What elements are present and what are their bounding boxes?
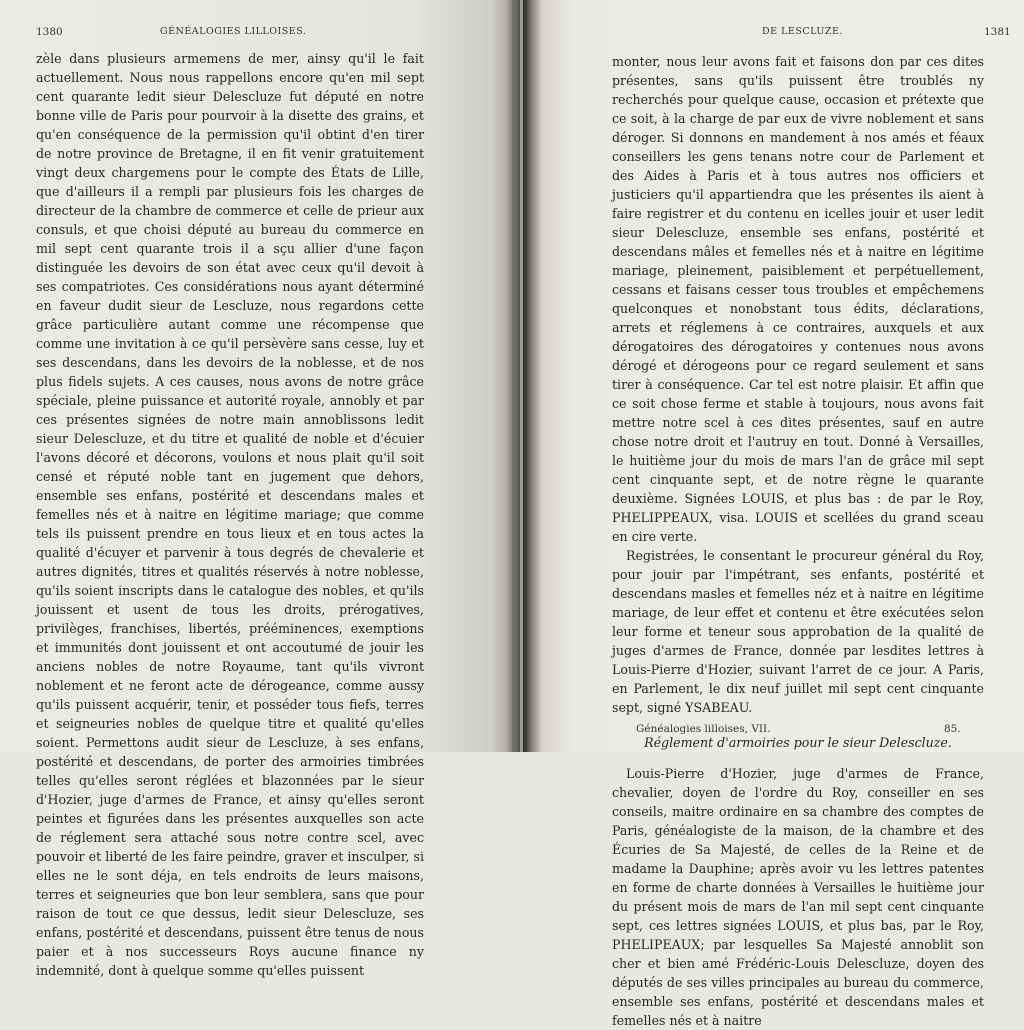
section-title: Réglement d'armoiries pour le sieur Delescluze. [644, 735, 952, 750]
right-paragraph-3: Louis-Pierre d'Hozier, juge d'armes de France, chevalier, doyen de l'ordre du Roy, conseiller en ses conseils, maitre ordinaire en sa chambre des comptes de Paris, généalogiste de la maison, de la chambre et des Écuries de Sa Majesté, de celles de la Reine et de madame la Dauphine; après avoir vu les lettres patentes en forme de charte données à Versailles le huitième jour du présent mois de mars de l'an mil sept cent cinquante sept, ces lettres signées LOUIS, et plus bas, par le Roy, PHELIPEAUX; par lesquelles Sa Majesté annoblit son cher et bien amé Frédéric-Louis Delescluze, doyen des députés de ses villes principales au bureau du commerce, ensemble ses enfans, postérité et descendans males et femelles nés et à naitre [612, 766, 984, 1028]
footer-title: Généalogies lilloises, VII. [636, 723, 771, 735]
right-page-number: 1381 [984, 26, 1011, 38]
book-gutter [506, 0, 542, 752]
right-running-head: DE LESCLUZE. [762, 26, 843, 37]
left-page [0, 0, 512, 978]
right-paragraph-1: monter, nous leur avons fait et faisons don par ces dites présentes, sans qu'ils puissent être troublés ny recherchés pour quelque cause, occasion et prétexte que ce soit, à la charge de par eux de vivre noblement et sans déroger. Si donnons en mandement à nos amés et féaux conseillers les gens tenans notre cour de Parlement et des Aides à Paris et à tous autres nos officiers et justiciers qu'il appartiendra que les présentes ils aient à faire registrer et du contenu en icelles jouir et user ledit sieur Delescluze, ensemble ses enfans, postérité et descendans mâles et femelles nés et à naitre en légitime mariage, pleinement, paisiblement et perpétuellement, cessans et faisans cesser tous troubles et empêchemens quelconques et nonobstant tous édits, déclarations, arrets et réglemens à ce contraires, auxquels et aux dérogatoires des dérogatoires y contenues nous avons dérogé et dérogeons pour ce regard seulement et sans tirer à conséquence. Car tel est notre plaisir. Et affin que ce soit chose ferme et stable à toujours, nous avons fait mettre notre scel à ces dites présentes, sauf en autre chose notre droit et l'autruy en tout. Donné à Versailles, le huitième jour du mois de mars l'an de grâce mil sept cent cinquante sept, et de notre règne le quarante deuxième. Signées LOUIS, et plus bas : de par le Roy, PHELIPPEAUX, visa. LOUIS et scellées du grand sceau en cire verte. [612, 54, 984, 544]
left-page-number: 1380 [36, 26, 63, 38]
right-body-text [612, 52, 984, 1030]
left-body-text [36, 49, 424, 980]
left-paragraph: zèle dans plusieurs armemens de mer, ainsy qu'il le fait actuellement. Nous nous rappellons encore qu'en mil sept cent quarante ledit sieur Delescluze fut député en notre bonne ville de Paris pour pourvoir à la disette des grains, et qu'en conséquence de la permission qu'il obtint d'en tirer de notre province de Bretagne, il en fit venir gratuitement vingt deux chargemens pour le compte des États de Lille, que d'ailleurs il a rempli par plusieurs fois les charges de directeur de la chambre de commerce et celle de prieur aux consuls, et que choisi député au bureau du commerce en mil sept cent quarante trois il a sçu allier d'une façon distinguée les devoirs de son état avec ceux qu'il devoit à ses compatriotes. Ces considérations nous ayant déterminé en faveur dudit sieur de Lescluze, nous regardons cette grâce particulière autant comme une récompense que comme une invitation à ce qu'il persèvère sans cesse, luy et ses descendans, dans les devoirs de la noblesse, et de nos plus fidels sujets. A ces causes, nous avons de notre grâce spéciale, pleine puissance et autorité royale, annobly et par ces présentes signées de notre main annoblissons ledit sieur Delescluze, et du titre et qualité de noble et d'écuier l'avons décoré et décorons, voulons et nous plait qu'il soit censé et réputé noble tant en jugement que dehors, ensemble ses enfans, postérité et descendans males et femelles nés et à naitre en légitime mariage; que comme tels ils puissent prendre en tous lieux et en tous actes la qualité d'écuyer et parvenir à tous degrés de chevalerie et autres dignités, titres et qualités réservés à notre noblesse, qu'ils soient inscripts dans le catalogue des nobles, et qu'ils jouissent et usent de tous les droits, prérogatives, privilèges, franchises, libertés, prééminences, exemptions et immunités dont jouissent et ont accoutumé de jouir les anciens nobles de notre Royaume, tant qu'ils vivront noblement et ne feront acte de dérogeance, comme aussy qu'ils puissent acquérir, tenir, et posséder tous fiefs, terres et seigneuries nobles de quelque titre et qualité qu'elles soient. Permettons audit sieur de Lescluze, à ses enfans, postérité et descendans, de porter des armoiries timbrées telles qu'elles seront réglées et blazonnées par le sieur d'Hozier, juge d'armes de France, et ainsy qu'elles seront peintes et figurées dans les présentes auxquelles son acte de réglement sera attaché sous notre contre scel, avec pouvoir et liberté de les faire peindre, graver et insculper, si elles ne le sont déja, en tels endroits de leurs maisons, terres et seigneuries que bon leur semblera, sans que pour raison de tout ce que dessus, ledit sieur Delescluze, ses enfans, postérité et descendans, puissent être tenus de nous paier et à nos successeurs Roys aucune finance ny indemnité, dont à quelque somme qu'elles puissent [36, 51, 424, 978]
left-running-head: GÉNÉALOGIES LILLOISES. [160, 26, 307, 37]
footer-number: 85. [944, 723, 961, 735]
right-paragraph-2: Registrées, le consentant le procureur général du Roy, pour jouir par l'impétrant, ses enfants, postérité et descendans masles et femelles néz et à naitre en légitime mariage, de leur effet et contenu et être exécutées selon leur forme et teneur sous approbation de la qualité de juges d'armes de France, donnée par lesdites lettres à Louis-Pierre d'Hozier, suivant l'arret de ce jour. A Paris, en Parlement, le dix neuf juillet mil sept cent cinquante sept, signé YSABEAU. [612, 548, 984, 715]
